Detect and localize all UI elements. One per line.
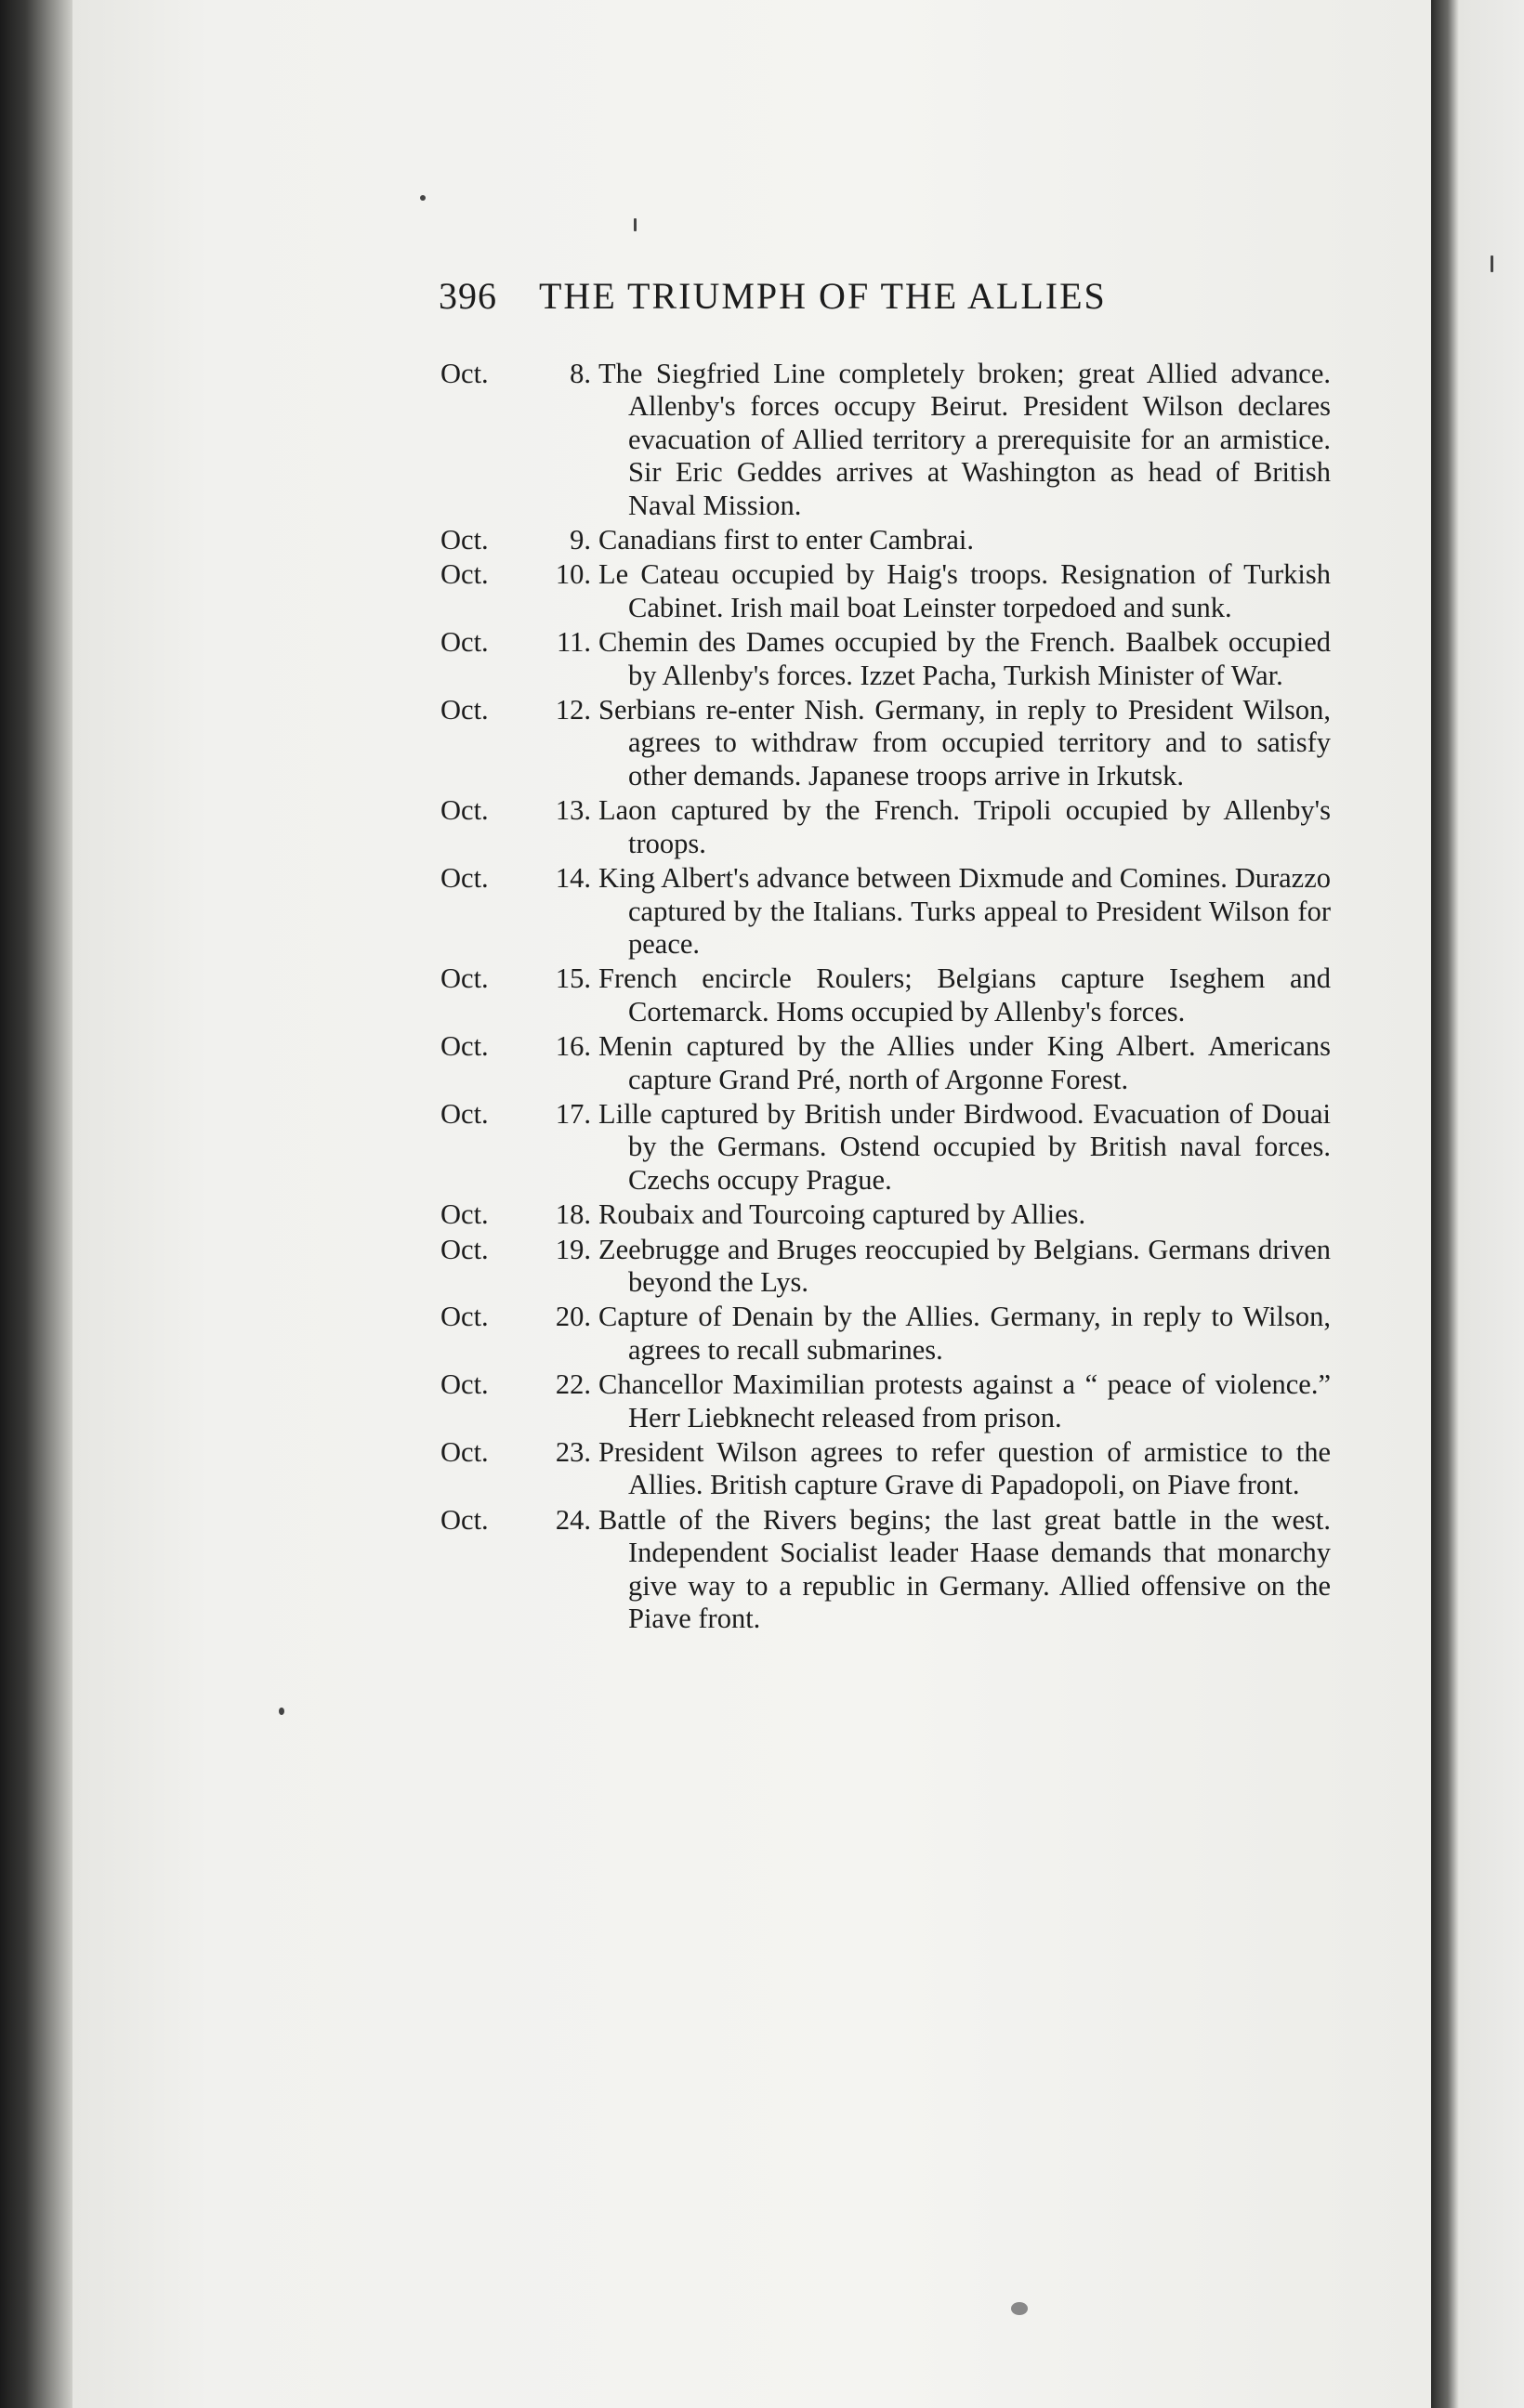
- entry-day: 20.: [555, 1301, 591, 1333]
- chronology-entry: [440, 358, 1340, 522]
- entry-day: 16.: [555, 1030, 591, 1063]
- chronology-entry: [440, 558, 1340, 624]
- entry-month: Oct.: [440, 1368, 489, 1401]
- running-title: THE TRIUMPH OF THE ALLIES: [539, 275, 1107, 317]
- entry-month: Oct.: [440, 358, 489, 389]
- entry-text: Le Cateau occupied by Haig's troops. Resignation of Turkish Cabinet. Irish mail boat Leinster torpedoed and sunk.: [598, 558, 1331, 623]
- chronology-list: [440, 358, 1340, 1637]
- entry-date: [440, 1098, 598, 1197]
- entry-date: [440, 1301, 598, 1367]
- entry-day: 19.: [555, 1233, 591, 1265]
- entry-text: The Siegfried Line completely broken; great Allied advance. Allenby's forces occupy Beirut. President Wilson declares evacuation of Allied territory a prerequisite for an armistice. Sir Eric Geddes arrives at Washington as head of British Naval Mission.: [598, 358, 1331, 521]
- chronology-entry: [440, 1504, 1340, 1636]
- chronology-entry: [440, 1436, 1340, 1502]
- chronology-entry: [440, 1234, 1340, 1300]
- page-header: [439, 274, 1368, 318]
- chronology-entry: [440, 626, 1340, 692]
- chronology-entry: [440, 1098, 1340, 1197]
- entry-date: [440, 1368, 598, 1434]
- entry-day: 14.: [555, 862, 591, 895]
- entry-date: [440, 794, 598, 860]
- entry-text: Chancellor Maximilian protests against a “ peace of violence.” Herr Liebknecht released from prison.: [598, 1368, 1331, 1433]
- page-number: 396: [439, 275, 497, 317]
- entry-month: Oct.: [440, 1198, 489, 1231]
- entry-month: Oct.: [440, 1503, 489, 1536]
- entry-text: French encircle Roulers; Belgians capture Iseghem and Cortemarck. Homs occupied by Allenby's forces.: [598, 962, 1331, 1027]
- chronology-entry: [440, 962, 1340, 1028]
- entry-date: [440, 1234, 598, 1300]
- entry-date: [440, 524, 598, 556]
- entry-text: Lille captured by British under Birdwood. Evacuation of Douai by the Germans. Ostend occupied by British naval forces. Czechs occupy Prague.: [598, 1097, 1331, 1196]
- entry-text: Battle of the Rivers begins; the last great battle in the west. Independent Socialist leader Haase demands that monarchy give way to a republic in Germany. Allied offensive on the Piave front.: [598, 1503, 1331, 1635]
- entry-text: Chemin des Dames occupied by the French. Baalbek occupied by Allenby's forces. Izzet Pacha, Turkish Minister of War.: [598, 626, 1331, 691]
- entry-date: [440, 862, 598, 961]
- entry-date: [440, 358, 598, 522]
- entry-month: Oct.: [440, 962, 489, 995]
- entry-date: [440, 962, 598, 1028]
- entry-month: Oct.: [440, 1233, 489, 1265]
- scan-speck: [1011, 2302, 1028, 2315]
- entry-day: 13.: [555, 794, 591, 827]
- scan-speck: [1491, 255, 1493, 272]
- entry-day: 11.: [557, 626, 591, 659]
- entry-month: Oct.: [440, 1436, 489, 1468]
- scan-speck: [420, 195, 426, 201]
- entry-text: Laon captured by the French. Tripoli occupied by Allenby's troops.: [598, 794, 1331, 859]
- scan-speck: [279, 1708, 284, 1715]
- entry-month: Oct.: [440, 626, 489, 659]
- entry-day: 9.: [570, 524, 591, 556]
- entry-month: Oct.: [440, 862, 489, 895]
- chronology-entry: [440, 524, 1340, 556]
- entry-day: 8.: [570, 358, 591, 389]
- chronology-entry: [440, 1198, 1340, 1231]
- entry-day: 10.: [555, 558, 591, 591]
- entry-month: Oct.: [440, 558, 489, 591]
- entry-month: Oct.: [440, 1097, 489, 1130]
- entry-month: Oct.: [440, 1030, 489, 1063]
- entry-day: 12.: [555, 694, 591, 726]
- chronology-entry: [440, 794, 1340, 860]
- entry-text: Capture of Denain by the Allies. Germany, in reply to Wilson, agrees to recall submarines.: [598, 1301, 1331, 1366]
- entry-text: Menin captured by the Allies under King Albert. Americans capture Grand Pré, north of Argonne Forest.: [598, 1030, 1331, 1095]
- entry-month: Oct.: [440, 524, 489, 556]
- entry-text: Canadians first to enter Cambrai.: [598, 524, 975, 556]
- entry-date: [440, 626, 598, 692]
- chronology-entry: [440, 1301, 1340, 1367]
- entry-text: Zeebrugge and Bruges reoccupied by Belgians. Germans driven beyond the Lys.: [598, 1233, 1331, 1298]
- entry-date: [440, 1030, 598, 1096]
- entry-day: 23.: [555, 1436, 591, 1468]
- entry-date: [440, 694, 598, 792]
- entry-date: [440, 1504, 598, 1636]
- book-spine-shadow: [0, 0, 72, 2408]
- page-edge-shadow: [1431, 0, 1524, 2408]
- entry-text: Roubaix and Tourcoing captured by Allies.: [598, 1198, 1086, 1231]
- chronology-entry: [440, 1368, 1340, 1434]
- entry-month: Oct.: [440, 694, 489, 726]
- entry-date: [440, 558, 598, 624]
- entry-date: [440, 1198, 598, 1231]
- entry-day: 15.: [555, 962, 591, 995]
- chronology-entry: [440, 694, 1340, 792]
- chronology-entry: [440, 862, 1340, 961]
- chronology-entry: [440, 1030, 1340, 1096]
- entry-day: 17.: [555, 1097, 591, 1130]
- entry-day: 18.: [555, 1198, 591, 1231]
- entry-month: Oct.: [440, 794, 489, 827]
- scan-speck: [634, 218, 637, 231]
- entry-date: [440, 1436, 598, 1502]
- entry-text: Serbians re-enter Nish. Germany, in reply to President Wilson, agrees to withdraw from occupied territory and to satisfy other demands. Japanese troops arrive in Irkutsk.: [598, 694, 1331, 792]
- entry-day: 22.: [555, 1368, 591, 1401]
- entry-text: King Albert's advance between Dixmude and Comines. Durazzo captured by the Italians. Turks appeal to President Wilson for peace.: [598, 862, 1331, 960]
- entry-text: President Wilson agrees to refer question of armistice to the Allies. British capture Grave di Papadopoli, on Piave front.: [598, 1436, 1331, 1501]
- entry-month: Oct.: [440, 1301, 489, 1333]
- entry-day: 24.: [555, 1503, 591, 1536]
